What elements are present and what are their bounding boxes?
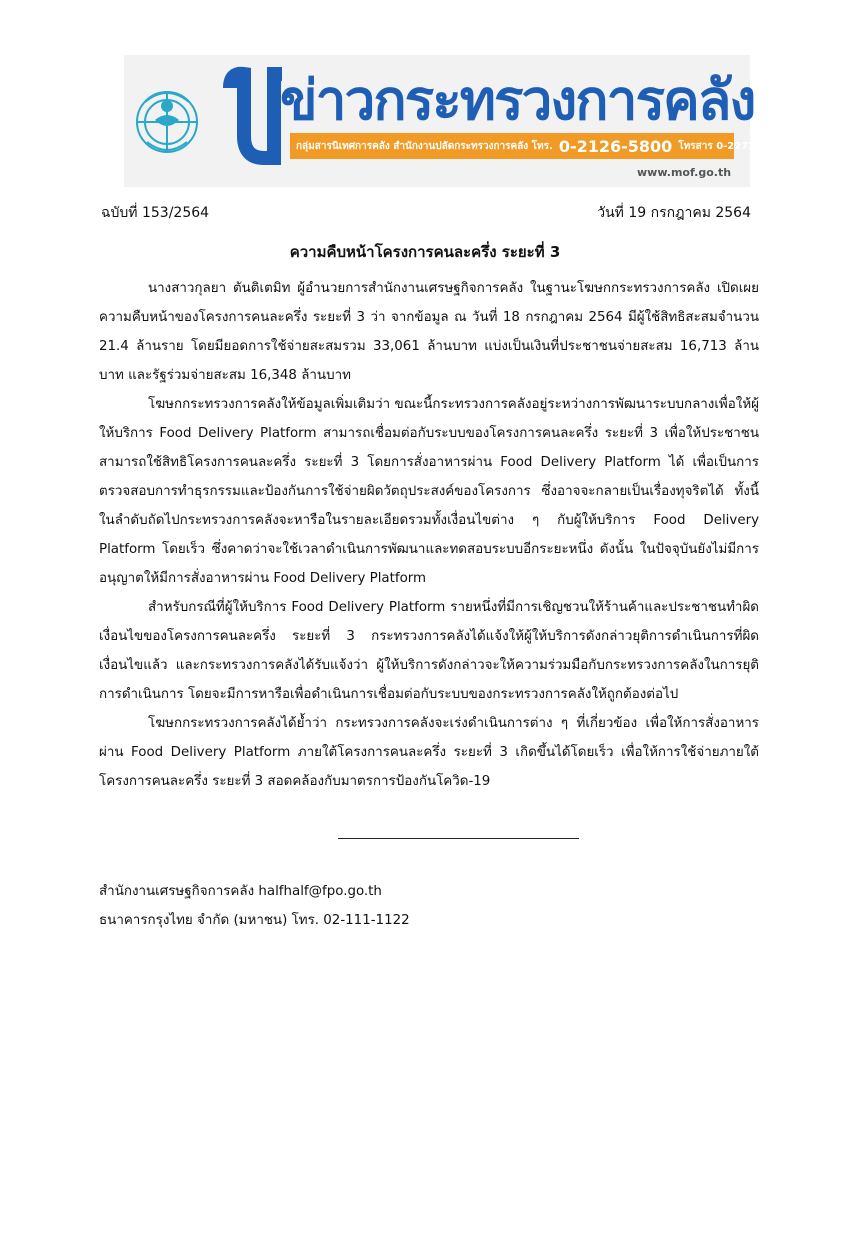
paragraph: สำหรับกรณีที่ผู้ให้บริการ Food Delivery Platform รายหนึ่งที่มีการเชิญชวนให้ร้านค้าและประชาชนทำผิดเงื่อนไขของโครงการคนละครึ่ง ระยะที่ 3 กระทรวงการคลังได้แจ้งให้ผู้ให้บริการดังกล่าวยุติการดำเนินการที่ผิดเงื่อนไขแล้ว และกระทรวงการคลังได้รับแจ้งว่า ผู้ให้บริการดังกล่าวจะให้ความร่วมมือกับกระทรวงการคลังในการยุติการดำเนินการ โดยจะมีการหารือเพื่อดำเนินการเชื่อมต่อกับระบบของกระทรวงการคลังให้ถูกต้องต่อไป	[99, 600, 759, 702]
contact-info	[99, 877, 410, 935]
phone-number: 0-2126-5800	[558, 136, 673, 156]
org-line: กลุ่มสารนิเทศการคลัง สำนักงานปลัดกระทรวงการคลัง โทร.	[296, 140, 553, 152]
logo-mark-icon	[222, 66, 282, 186]
document-title: ความคืบหน้าโครงการคนละครึ่ง ระยะที่ 3	[289, 243, 561, 261]
paragraph: โฆษกกระทรวงการคลังให้ข้อมูลเพิ่มเติมว่า ขณะนี้กระทรวงการคลังอยู่ระหว่างการพัฒนาระบบกลางเพื่อให้ผู้ให้บริการ Food Delivery Platform สามารถเชื่อมต่อกับระบบของโครงการคนละครึ่ง ระยะที่ 3 เพื่อให้ประชาชนสามารถใช้สิทธิโครงการคนละครึ่ง ระยะที่ 3 โดยการสั่งอาหารผ่าน Food Delivery Platform ได้ เพื่อเป็นการตรวจสอบการทำธุรกรรมและป้องกันการใช้จ่ายผิดวัตถุประสงค์ของโครงการ ซึ่งอาจจะกลายเป็นเรื่องทุจริตได้ ทั้งนี้ ในลำดับถัดไปกระทรวงการคลังจะหารือในรายละเอียดรวมทั้งเงื่อนไขต่าง ๆ กับผู้ให้บริการ Food Delivery Platform โดยเร็ว ซึ่งคาดว่าจะใช้เวลาดำเนินการพัฒนาและทดสอบระบบอีกระยะหนึ่ง ดังนั้น ในปัจจุบันยังไม่มีการอนุญาตให้มีการสั่งอาหารผ่าน Food Delivery Platform	[99, 397, 759, 586]
garuda-emblem-icon	[127, 80, 207, 160]
contact-bar	[290, 133, 788, 159]
website-url: www.mof.go.th	[637, 166, 732, 179]
divider-line	[338, 838, 579, 839]
contact-line: ธนาคารกรุงไทย จำกัด (มหาชน) โทร. 02-111-1122	[99, 913, 410, 928]
contact-line: สำนักงานเศรษฐกิจการคลัง halfhalf@fpo.go.th	[99, 884, 382, 899]
fax-number: โทรสาร 0-2273-9763	[678, 140, 788, 152]
paragraph: นางสาวกุลยา ตันติเตมิท ผู้อำนวยการสำนักงานเศรษฐกิจการคลัง ในฐานะโฆษกกระทรวงการคลัง เปิดเผยความคืบหน้าของโครงการคนละครึ่ง ระยะที่ 3 ว่า จากข้อมูล ณ วันที่ 18 กรกฎาคม 2564 มีผู้ใช้สิทธิสะสมจำนวน 21.4 ล้านราย โดยมียอดการใช้จ่ายสะสมรวม 33,061 ล้านบาท แบ่งเป็นเงินที่ประชาชนจ่ายสะสม 16,713 ล้านบาท และรัฐร่วมจ่ายสะสม 16,348 ล้านบาท	[99, 281, 759, 383]
logo-title: ข่าวกระทรวงการคลัง	[280, 68, 755, 132]
release-date: วันที่ 19 กรกฎาคม 2564	[597, 205, 751, 221]
issue-number: ฉบับที่ 153/2564	[101, 205, 210, 221]
paragraph: โฆษกกระทรวงการคลังได้ย้ำว่า กระทรวงการคลังจะเร่งดำเนินการต่าง ๆ ที่เกี่ยวข้อง เพื่อให้การสั่งอาหารผ่าน Food Delivery Platform ภายใต้โครงการคนละครึ่ง ระยะที่ 3 เกิดขึ้นได้โดยเร็ว เพื่อให้การใช้จ่ายภายใต้โครงการคนละครึ่ง ระยะที่ 3 สอดคล้องกับมาตรการป้องกันโควิด-19	[99, 716, 759, 789]
document-body	[99, 274, 759, 796]
